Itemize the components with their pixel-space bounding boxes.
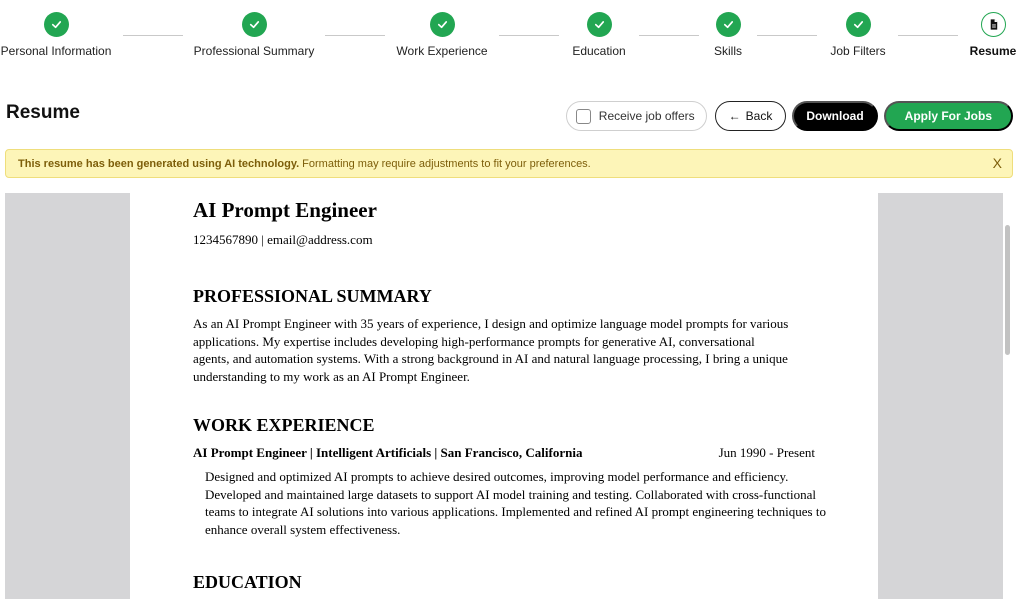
- step-label: Skills: [713, 44, 742, 58]
- step-personal-information[interactable]: [0, 12, 112, 58]
- check-icon: [716, 12, 741, 37]
- check-icon: [587, 12, 612, 37]
- step-connector: [639, 35, 699, 36]
- arrow-left-icon: ←: [728, 109, 741, 123]
- document-icon: [981, 12, 1006, 37]
- step-job-filters[interactable]: [827, 12, 889, 58]
- download-button[interactable]: Download: [792, 101, 877, 131]
- job-description: Designed and optimized AI prompts to achieve desired outcomes, improving model performance and efficiency. Developed and maintained large datasets to support AI model training and testing. Collaborated with cross-functional teams to integrate AI solutions into various applications. Implemented and refined AI prompt engineering techniques to enhance overall system effectiveness.: [205, 469, 826, 537]
- banner-text: Formatting may require adjustments to fit your preferences.: [302, 157, 591, 170]
- receive-job-offers-toggle[interactable]: [566, 101, 707, 131]
- page-title: Resume: [6, 102, 80, 123]
- close-icon[interactable]: X: [992, 155, 1002, 171]
- progress-stepper: [0, 0, 1024, 70]
- step-connector: [898, 35, 958, 36]
- job-title: AI Prompt Engineer | Intelligent Artificials | San Francisco, California: [193, 445, 583, 460]
- resume-name: AI Prompt Engineer: [193, 198, 377, 222]
- step-label: Professional Summary: [193, 44, 315, 58]
- step-label: Job Filters: [830, 44, 886, 58]
- step-connector: [325, 35, 385, 36]
- apply-for-jobs-button[interactable]: Apply For Jobs: [884, 101, 1013, 131]
- receive-job-offers-label: Receive job offers: [598, 109, 695, 123]
- job-entry-header: [193, 445, 815, 461]
- education-heading: EDUCATION: [193, 572, 302, 592]
- step-education[interactable]: [570, 12, 628, 58]
- summary-text: As an AI Prompt Engineer with 35 years of experience, I design and optimize language model prompts for various applications. My expertise includes developing high-performance prompts for generative AI, conversational agents, and automation systems. With a strong background in AI and natural language processing, I bring a unique understanding to my work as an AI Prompt Engineer.: [193, 316, 789, 384]
- header-actions: [566, 101, 1013, 131]
- check-icon: [44, 12, 69, 37]
- step-label: Work Experience: [396, 44, 488, 58]
- step-label: Personal Information: [0, 44, 112, 58]
- step-connector: [123, 35, 183, 36]
- resume-page: [130, 193, 878, 599]
- step-professional-summary[interactable]: [193, 12, 315, 58]
- step-work-experience[interactable]: [396, 12, 488, 58]
- preview-scrollbar[interactable]: [1005, 225, 1010, 355]
- resume-preview[interactable]: [5, 193, 1003, 599]
- back-label: Back: [745, 109, 773, 123]
- resume-contact: 1234567890 | email@address.com: [193, 232, 373, 247]
- check-icon: [242, 12, 267, 37]
- check-icon: [846, 12, 871, 37]
- banner-bold-text: This resume has been generated using AI technology.: [18, 157, 300, 170]
- step-label: Resume: [969, 44, 1017, 58]
- step-connector: [757, 35, 817, 36]
- summary-heading: PROFESSIONAL SUMMARY: [193, 286, 432, 306]
- check-icon: [430, 12, 455, 37]
- job-dates: Jun 1990 - Present: [718, 445, 815, 460]
- receive-job-offers-checkbox[interactable]: [576, 109, 591, 124]
- step-connector: [499, 35, 559, 36]
- step-resume[interactable]: [968, 12, 1018, 58]
- experience-heading: WORK EXPERIENCE: [193, 415, 375, 435]
- step-label: Education: [572, 44, 626, 58]
- ai-notice-banner: [5, 149, 1013, 178]
- step-skills[interactable]: [708, 12, 748, 58]
- back-button[interactable]: [715, 101, 787, 131]
